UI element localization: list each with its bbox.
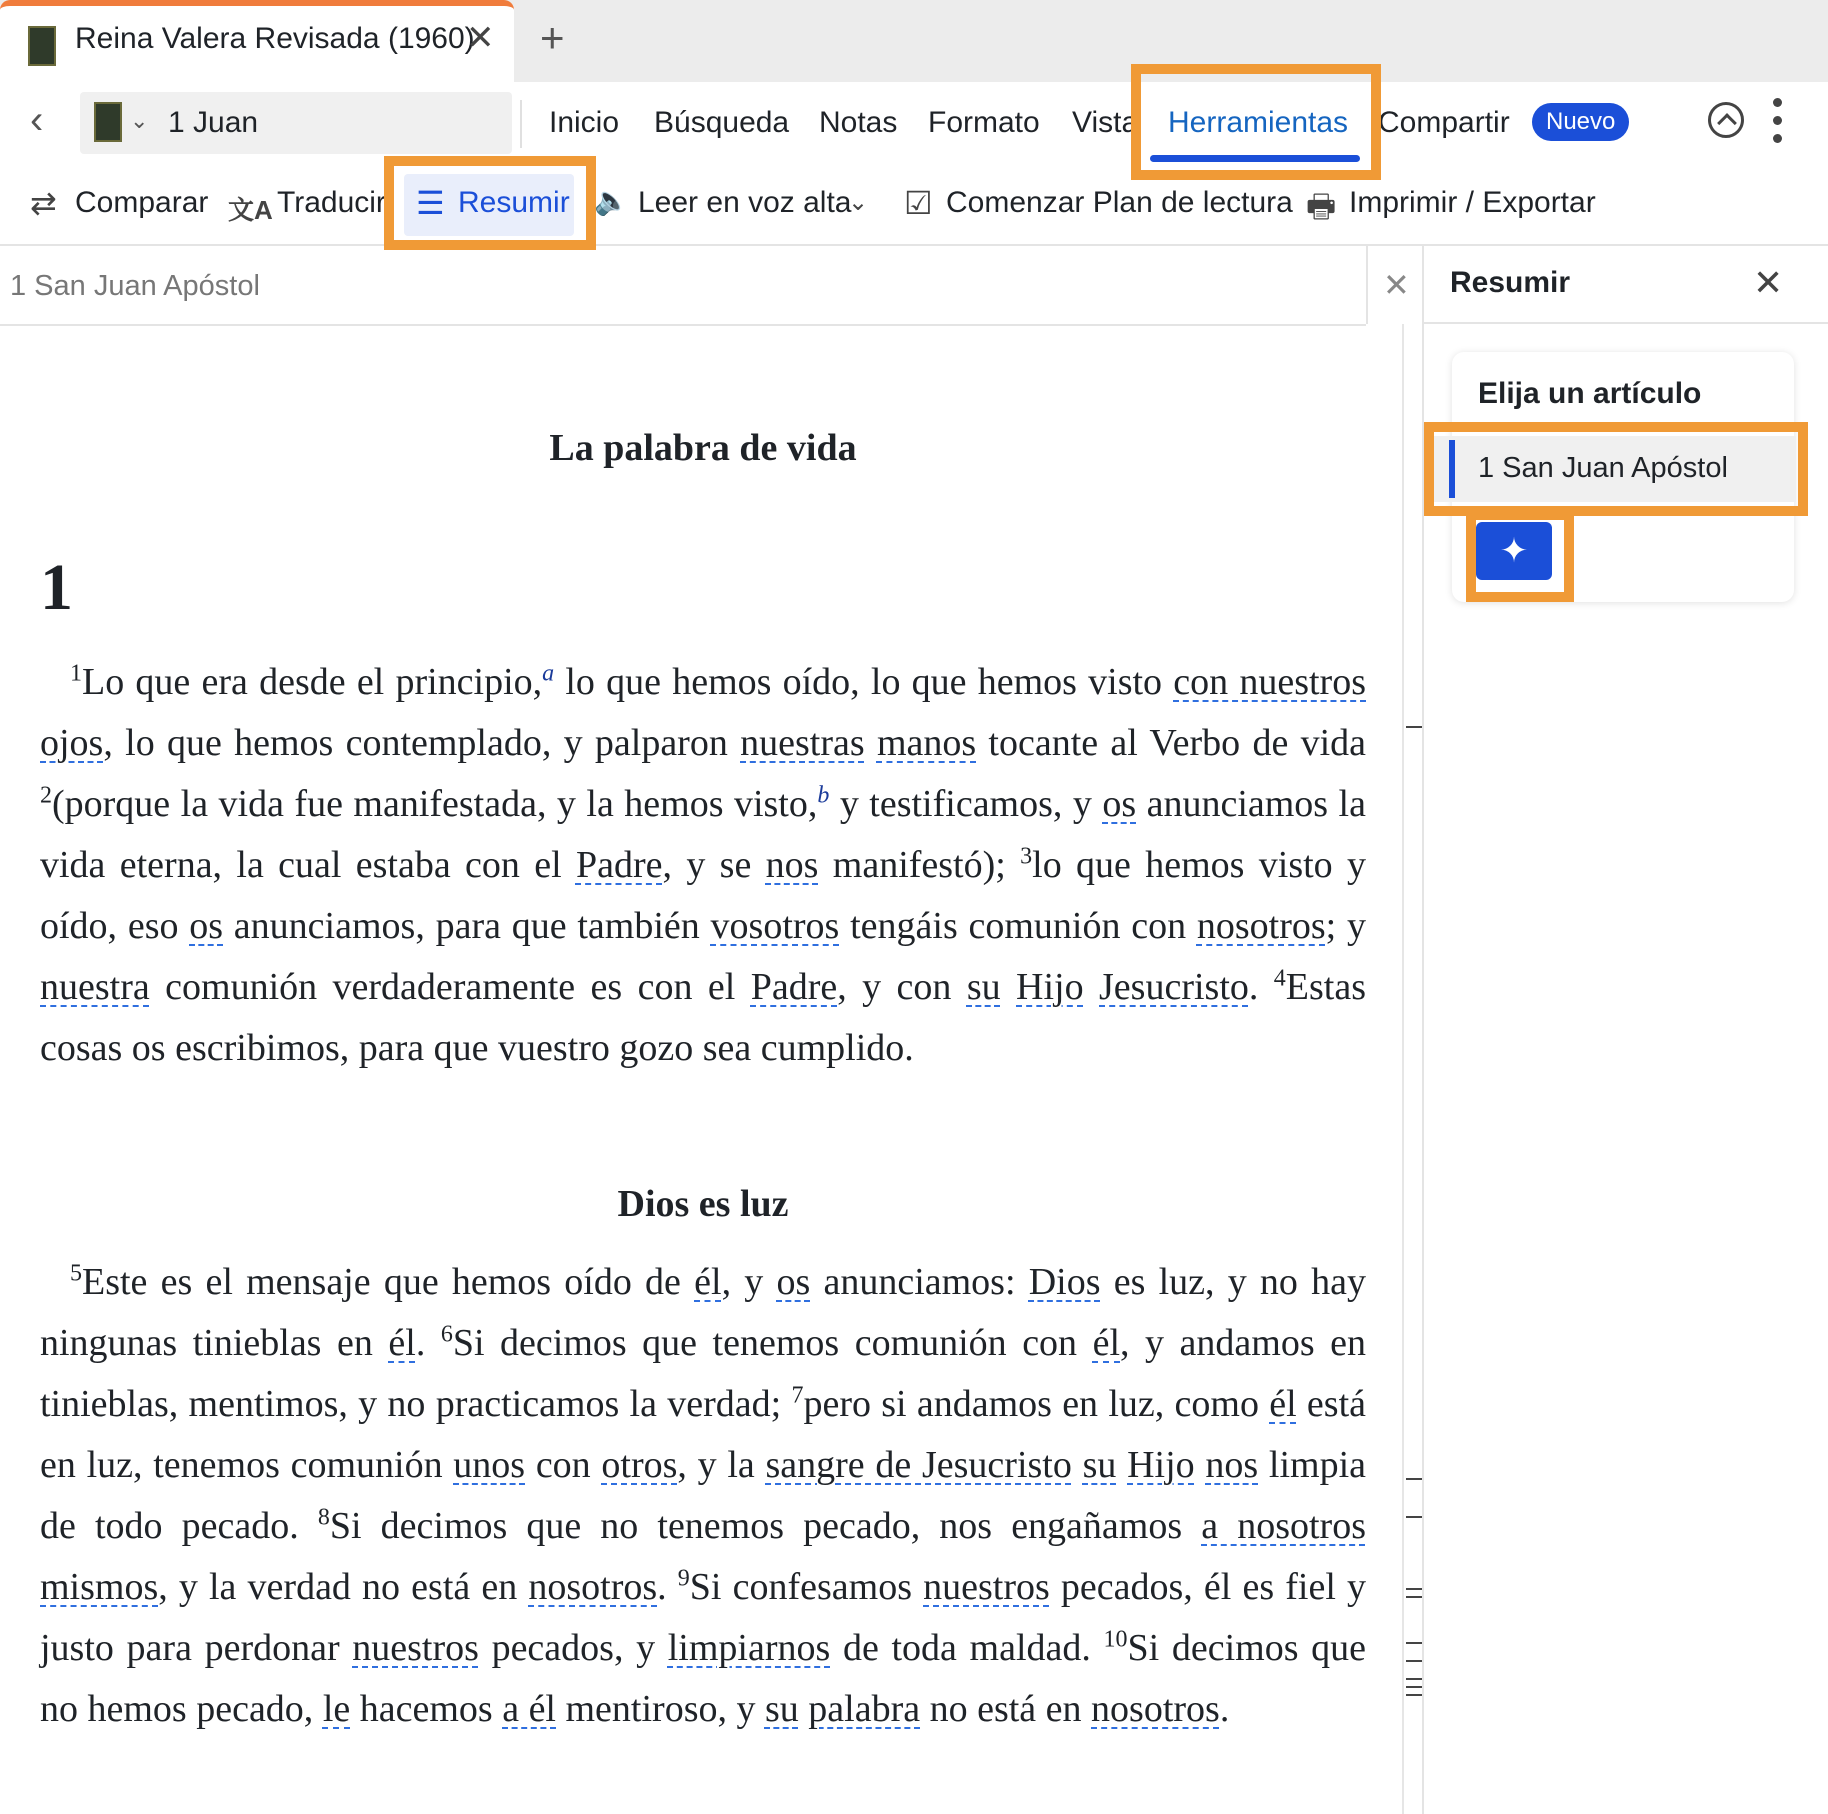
reader-title: 1 San Juan Apóstol xyxy=(10,270,260,302)
article-option-label[interactable]: 1 San Juan Apóstol xyxy=(1478,452,1728,484)
scroll-marker xyxy=(1406,1588,1422,1590)
scroll-marker xyxy=(1406,726,1422,728)
tab-inicio[interactable]: Inicio xyxy=(549,106,620,139)
tab-close-icon[interactable]: ✕ xyxy=(466,19,495,57)
summarize-icon[interactable]: ☰ xyxy=(416,185,445,221)
panel-title: Resumir xyxy=(1450,266,1571,299)
chapter-number: 1 xyxy=(40,551,73,624)
translate-icon[interactable]: 文A xyxy=(228,195,273,225)
book-cover-icon xyxy=(94,102,122,142)
new-badge: Nuevo xyxy=(1532,103,1629,141)
close-icon[interactable]: ✕ xyxy=(1753,262,1784,303)
tab-notas[interactable]: Notas xyxy=(819,106,898,139)
tab-herramientas[interactable]: Herramientas xyxy=(1168,106,1349,139)
close-icon[interactable]: ✕ xyxy=(1383,267,1410,303)
toolbar-divider xyxy=(520,100,522,148)
chevron-down-icon[interactable]: ⌄ xyxy=(848,189,869,216)
tab-vista[interactable]: Vista xyxy=(1072,106,1139,139)
article-picker-heading: Elija un artículo xyxy=(1478,377,1702,410)
scroll-marker xyxy=(1406,1686,1422,1688)
summarize-label[interactable]: Resumir xyxy=(458,186,570,219)
scroll-marker xyxy=(1406,1660,1422,1662)
section-title: Dios es luz xyxy=(617,1183,789,1225)
printer-icon[interactable]: 🖶 xyxy=(1306,188,1337,224)
tab-busqueda[interactable]: Búsqueda xyxy=(654,106,790,139)
book-cover-icon xyxy=(28,26,56,66)
more-options-icon[interactable] xyxy=(1772,98,1784,144)
speaker-icon[interactable]: 🔈 xyxy=(594,185,629,216)
chevron-down-icon[interactable]: ⌄ xyxy=(130,108,149,133)
scripture-paragraph: $^1$Lo que era desde el principio,$^a$ lo que hemos oído, lo que hemos visto con nuestros ojos, lo que hemos contemplado, y palparon nuestras manos tocante al Verbo de vida $^2$(porque la vida fue manifestada, y la hemos visto,$^b$ y testificamos, y os anunciamos la vida eterna, la cual estaba con el Padre, y se nos manifestó); $^3$lo que hemos visto y oído, eso os anunciamos, para que también vosotros tengáis comunión con nosotros; y nuestra comunión verdaderamente es con el Padre, y con su Hijo Jesucristo. $^4$Estas cosas os escribimos, para que vuestro gozo sea cumplido. xyxy=(40,660,1367,1069)
print-export-button[interactable]: Imprimir / Exportar xyxy=(1349,186,1596,219)
compare-button[interactable]: Comparar xyxy=(75,186,209,219)
read-aloud-button[interactable]: Leer en voz alta xyxy=(638,186,852,219)
scroll-marker xyxy=(1406,1694,1422,1696)
highlight-box xyxy=(1131,64,1381,180)
sparkle-icon[interactable]: ✦ xyxy=(1476,522,1552,580)
tab-title[interactable]: Reina Valera Revisada (1960) xyxy=(75,22,475,55)
scripture-paragraph: $^5$Este es el mensaje que hemos oído de él, y os anunciamos: Dios es luz, y no hay ningunas tinieblas en él. $^6$Si decimos que tenemos comunión con él, y andamos en tinieblas, mentimos, y no practicamos la verdad; $^7$pero si andamos en luz, como él está en luz, tenemos comunión unos con otros, y la sangre de Jesucristo su Hijo nos limpia de todo pecado. $^8$Si decimos que no tenemos pecado, nos engañamos a nosotros mismos, y la verdad no está en nosotros. $^9$Si confesamos nuestros pecados, él es fiel y justo para perdonar nuestros pecados, y limpiarnos de toda maldad. $^{10}$Si decimos que no hemos pecado, le hacemos a él mentiroso, y su palabra no está en nosotros. xyxy=(40,1260,1366,1730)
translate-button[interactable]: Traducir xyxy=(277,186,386,219)
highlight-box xyxy=(384,156,596,250)
panel-header-divider xyxy=(1424,322,1828,324)
back-icon[interactable]: ‹ xyxy=(30,98,44,142)
scroll-marker xyxy=(1406,1516,1422,1518)
scroll-marker xyxy=(1406,1642,1422,1644)
scroll-track[interactable] xyxy=(1402,324,1404,1814)
new-tab-button[interactable]: + xyxy=(540,14,565,61)
reading-plan-button[interactable]: Comenzar Plan de lectura xyxy=(946,186,1293,219)
highlight-box xyxy=(1466,510,1574,602)
highlight-box xyxy=(1424,422,1808,516)
compare-icon[interactable]: ⇄ xyxy=(30,185,57,221)
reference-label[interactable]: 1 Juan xyxy=(168,106,259,139)
scroll-marker xyxy=(1406,1596,1422,1598)
calendar-check-icon[interactable]: ☑ xyxy=(904,185,933,221)
section-title: La palabra de vida xyxy=(549,427,857,469)
scroll-marker xyxy=(1406,1678,1422,1680)
collapse-toolbar-icon[interactable] xyxy=(1708,102,1744,138)
reader-header-divider xyxy=(1366,246,1368,324)
scroll-marker xyxy=(1406,1478,1422,1480)
tab-formato[interactable]: Formato xyxy=(928,106,1040,139)
tab-compartir[interactable]: Compartir xyxy=(1378,106,1510,139)
